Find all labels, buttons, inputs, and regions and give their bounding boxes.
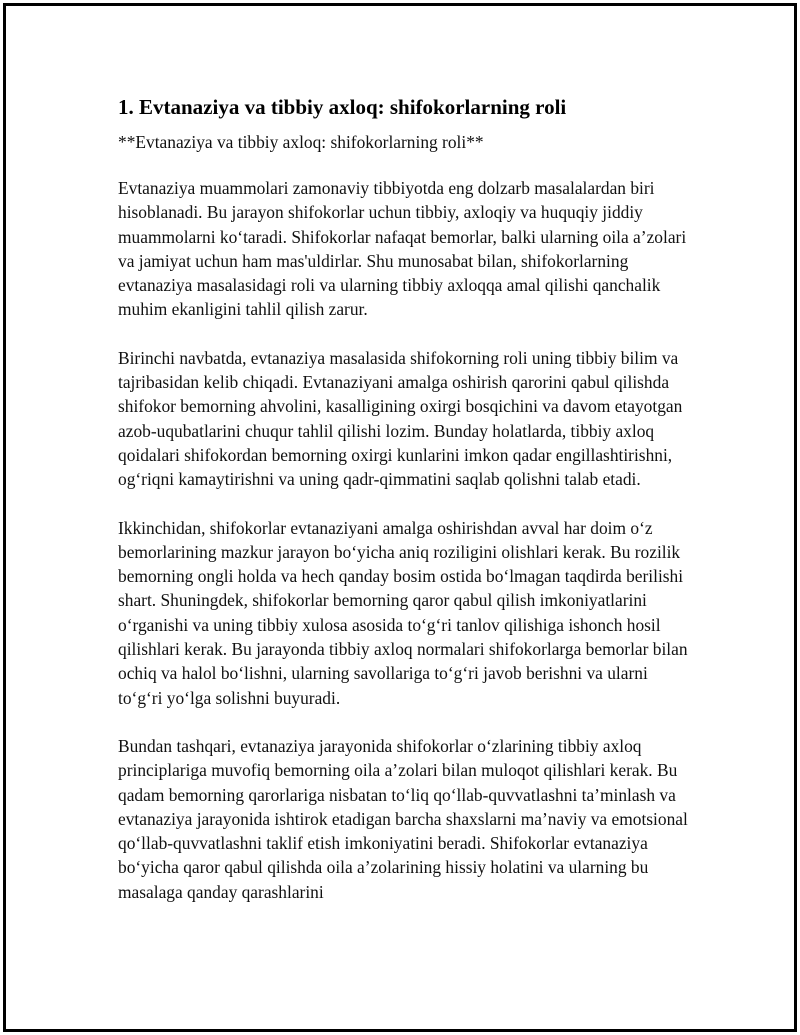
paragraph-2: Birinchi navbatda, evtanaziya masalasida shifokorning roli uning tibbiy bilim va tajribasidan kelib chiqadi. Evtanaziyani amalga oshirish qarorini qabul qilishda shifokor bemorning ahvolini, kasalligining oxirgi bosqichini va davom etayotgan azob-uqubatlarini chuqur tahlil qilishi lozim. Bunday holatlarda, tibbiy axloq qoidalari shifokordan bemorning oxirgi kunlarini imkon qadar engillashtirishni, og‘riqni kamaytirishni va uning qadr-qimmatini saqlab qolishni talab etadi.: [118, 347, 683, 490]
document-body: [118, 94, 693, 928]
bold-title-line: **Evtanaziya va tibbiy axloq: shifokorlarning roli**: [118, 132, 484, 152]
paragraph-4: Bundan tashqari, evtanaziya jarayonida shifokorlar o‘zlarining tibbiy axloq principlariga muvofiq bemorning oila a’zolari bilan muloqot qilishlari kerak. Bu qadam bemorning qarorlariga nisbatan to‘liq qo‘llab-quvvatlashni ta’minlash va evtanaziya jarayonida ishtirok etadigan barcha shaxslarni ma’naviy va emotsional qo‘llab-quvvatlashni taklif etish imkoniyatini beradi. Shifokorlar evtanaziya bo‘yicha qaror qabul qilishda oila a’zolarining hissiy holatini va ularning bu masalaga qanday qarashlarini: [118, 735, 688, 902]
document-heading: 1. Evtanaziya va tibbiy axloq: shifokorlarning roli: [118, 95, 567, 119]
paragraph-1: Evtanaziya muammolari zamonaviy tibbiyotda eng dolzarb masalalardan biri hisoblanadi. Bu jarayon shifokorlar uchun tibbiy, axloqiy va huquqiy jiddiy muammolarni ko‘taradi. Shifokorlar nafaqat bemorlar, balki ularning oila a’zolari va jamiyat uchun ham mas'uldirlar. Shu munosabat bilan, shifokorlarning evtanaziya masalasidagi roli va ularning tibbiy axloqqa amal qilishi qanchalik muhim ekanligini tahlil qilish zarur.: [118, 178, 687, 320]
paragraph-3: Ikkinchidan, shifokorlar evtanaziyani amalga oshirishdan avval har doim o‘z bemorlarining mazkur jarayon bo‘yicha aniq roziligini olishlari kerak. Bu rozilik bemorning ongli holda va hech qanday bosim ostida bo‘lmagan taqdirda berilishi shart. Shuningdek, shifokorlar bemorning qaror qabul qilish imkoniyatlarini o‘rganishi va uning tibbiy xulosa asosida to‘g‘ri tanlov qilishiga ishonch hosil qilishlari kerak. Bu jarayonda tibbiy axloq normalari shifokorlarga bemorlar bilan ochiq va halol bo‘lishni, ularning savollariga to‘g‘ri javob berishni va ularni to‘g‘ri yo‘lga solishni buyuradi.: [118, 517, 688, 708]
